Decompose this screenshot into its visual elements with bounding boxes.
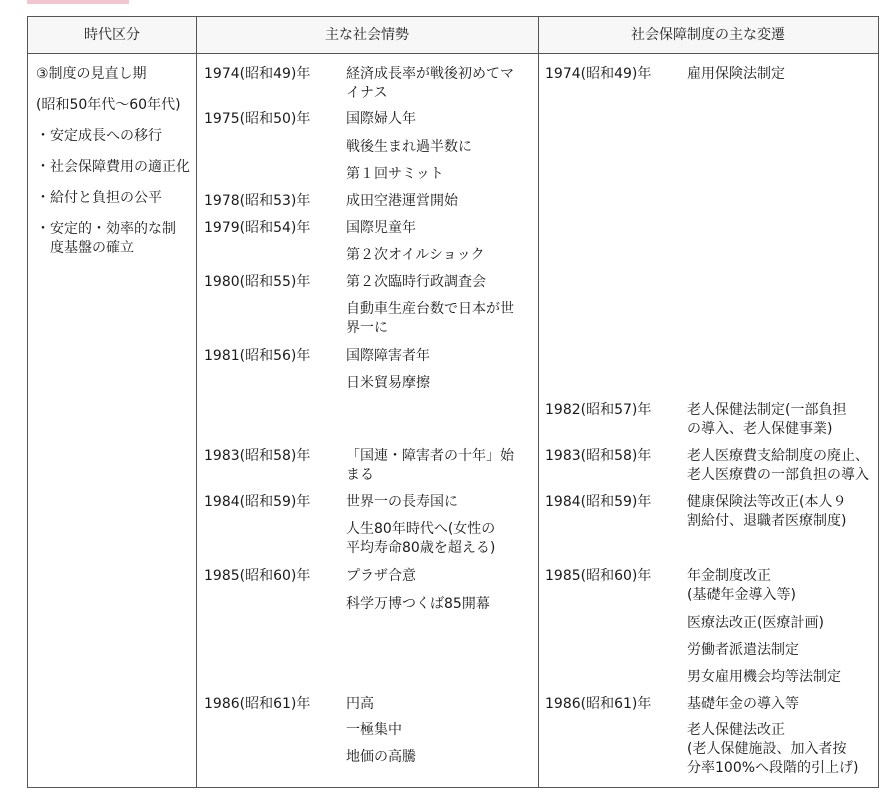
welfare-event: 老人医療費支給制度の廃止、 xyxy=(687,448,869,464)
social-year: 1986(昭和61)年 xyxy=(204,696,311,712)
welfare-event: 基礎年金の導入等 xyxy=(687,696,799,712)
social-event: 日米貿易摩擦 xyxy=(346,375,430,391)
period-point: 度基盤の確立 xyxy=(36,240,134,256)
welfare-year: 1985(昭和60)年 xyxy=(545,568,652,584)
social-event: 国際障害者年 xyxy=(346,348,430,364)
welfare-year: 1974(昭和49)年 xyxy=(545,66,652,82)
social-event: 地価の高騰 xyxy=(346,749,416,765)
welfare-event: (老人保健施設、加入者按 xyxy=(687,741,847,757)
social-year: 1981(昭和56)年 xyxy=(204,348,311,364)
social-event: 国際婦人年 xyxy=(346,111,416,127)
period-range: (昭和50年代～60年代) xyxy=(36,97,181,113)
social-event: 第１回サミット xyxy=(346,166,444,182)
social-event: 成田空港運営開始 xyxy=(346,193,458,209)
welfare-event: (基礎年金導入等) xyxy=(687,587,796,603)
welfare-event: 医療法改正(医療計画) xyxy=(687,615,824,631)
social-year: 1979(昭和54)年 xyxy=(204,220,311,236)
social-event: 世界一の長寿国に xyxy=(346,494,458,510)
social-event: 自動車生産台数で日本が世 xyxy=(346,301,514,317)
welfare-year: 1984(昭和59)年 xyxy=(545,494,652,510)
social-event: 科学万博つくば85開幕 xyxy=(346,596,490,612)
column-divider-2 xyxy=(538,17,539,787)
period-point: ・安定成長への移行 xyxy=(36,128,162,144)
welfare-event: 老人保健法制定(一部負担 xyxy=(687,402,847,418)
social-event: 第２次オイルショック xyxy=(346,247,485,263)
welfare-year: 1983(昭和58)年 xyxy=(545,448,652,464)
top-accent-bar xyxy=(27,0,129,4)
social-event: 「国連・障害者の十年」始 xyxy=(346,448,514,464)
social-year: 1975(昭和50)年 xyxy=(204,111,311,127)
social-year: 1984(昭和59)年 xyxy=(204,494,311,510)
period-title: ③制度の見直し期 xyxy=(36,66,147,82)
social-year: 1974(昭和49)年 xyxy=(204,66,311,82)
social-event: プラザ合意 xyxy=(346,568,416,584)
social-event: 人生80年時代へ(女性の xyxy=(346,521,496,537)
welfare-event: 健康保険法等改正(本人９ xyxy=(687,494,847,510)
social-event: 一極集中 xyxy=(346,722,402,738)
welfare-year: 1982(昭和57)年 xyxy=(545,402,652,418)
welfare-event: の導入、老人保健事業) xyxy=(687,421,833,437)
social-event: 円高 xyxy=(346,696,374,712)
welfare-event: 年金制度改正 xyxy=(687,568,771,584)
header-period: 時代区分 xyxy=(84,27,140,43)
welfare-year: 1986(昭和61)年 xyxy=(545,696,652,712)
welfare-event: 老人保健法改正 xyxy=(687,722,785,738)
welfare-event: 労働者派遣法制定 xyxy=(687,642,799,658)
header-welfare: 社会保障制度の主な変遷 xyxy=(631,27,785,43)
period-point: ・社会保障費用の適正化 xyxy=(36,159,190,175)
history-table xyxy=(27,16,879,788)
social-event: 界一に xyxy=(346,320,388,336)
social-year: 1985(昭和60)年 xyxy=(204,568,311,584)
social-event: まる xyxy=(346,467,374,483)
social-year: 1983(昭和58)年 xyxy=(204,448,311,464)
period-point: ・給付と負担の公平 xyxy=(36,190,162,206)
welfare-event: 男女雇用機会均等法制定 xyxy=(687,669,841,685)
welfare-event: 雇用保険法制定 xyxy=(687,66,785,82)
header-social: 主な社会情勢 xyxy=(325,27,409,43)
social-event: 経済成長率が戦後初めてマ xyxy=(346,66,514,82)
social-event: イナス xyxy=(346,85,388,101)
welfare-event: 分率100%へ段階的引上げ) xyxy=(687,760,859,776)
social-year: 1980(昭和55)年 xyxy=(204,274,311,290)
social-event: 第２次臨時行政調査会 xyxy=(346,274,486,290)
column-divider-1 xyxy=(196,17,197,787)
social-year: 1978(昭和53)年 xyxy=(204,193,311,209)
social-event: 戦後生まれ過半数に xyxy=(346,139,472,155)
social-event: 国際児童年 xyxy=(346,220,416,236)
period-point: ・安定的・効率的な制 xyxy=(36,221,176,237)
welfare-event: 老人医療費の一部負担の導入 xyxy=(687,467,869,483)
social-event: 平均寿命80歳を超える) xyxy=(346,540,496,556)
welfare-event: 割給付、退職者医療制度) xyxy=(687,513,847,529)
